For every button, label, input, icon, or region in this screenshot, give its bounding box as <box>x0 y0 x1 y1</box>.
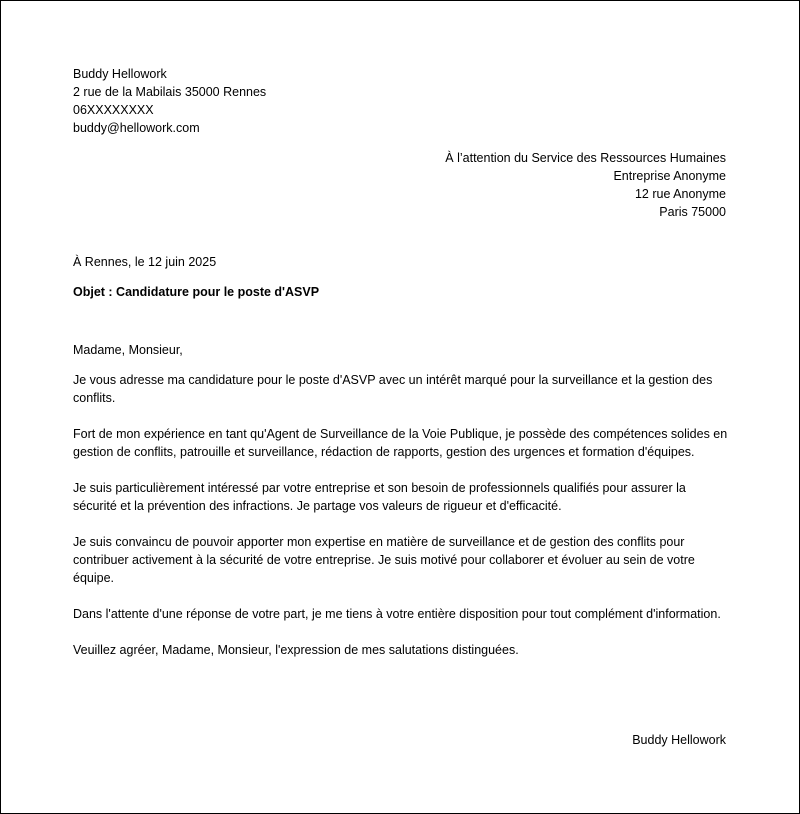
sender-block <box>73 65 266 137</box>
letter-signature: Buddy Hellowork <box>632 733 726 747</box>
recipient-block <box>445 149 726 221</box>
closing-paragraph: Veuillez agréer, Madame, Monsieur, l'expression de mes salutations distinguées. <box>73 643 519 657</box>
letter-salutation: Madame, Monsieur, <box>73 343 183 357</box>
sender-address: 2 rue de la Mabilais 35000 Rennes <box>73 85 267 99</box>
recipient-company: Entreprise Anonyme <box>613 169 726 183</box>
body-paragraph: Fort de mon expérience en tant qu'Agent de Surveillance de la Voie Publique, je possède des compétences solides en gestion de conflits, patrouille et surveillance, rédaction de rapports, gestion des urgences et formation d'équipes. <box>73 427 728 459</box>
body-paragraph: Je suis particulièrement intéressé par votre entreprise et son besoin de professionnels qualifiés pour assurer la sécurité et la prévention des infractions. Je partage vos valeurs de rigueur et d'efficacité. <box>73 481 686 513</box>
letter-date: À Rennes, le 12 juin 2025 <box>73 255 217 269</box>
sender-email: buddy@hellowork.com <box>73 121 200 135</box>
recipient-attention: À l’attention du Service des Ressources Humaines <box>445 151 726 165</box>
letter-subject: Objet : Candidature pour le poste d'ASVP <box>73 285 320 299</box>
recipient-street: 12 rue Anonyme <box>634 187 726 201</box>
sender-name: Buddy Hellowork <box>73 67 167 81</box>
body-paragraph: Je suis convaincu de pouvoir apporter mon expertise en matière de surveillance et de gestion des conflits pour contribuer activement à la sécurité de votre entreprise. Je suis motivé pour collaborer et évoluer au sein de votre équipe. <box>73 535 695 585</box>
letter-body <box>73 371 733 677</box>
body-paragraph: Dans l'attente d'une réponse de votre part, je me tiens à votre entière disposition pour tout complément d'information. <box>73 607 721 621</box>
body-paragraph: Je vous adresse ma candidature pour le poste d'ASVP avec un intérêt marqué pour la surveillance et la gestion des conflits. <box>73 373 713 405</box>
sender-phone: 06XXXXXXXX <box>73 103 154 117</box>
recipient-city: Paris 75000 <box>659 205 726 219</box>
